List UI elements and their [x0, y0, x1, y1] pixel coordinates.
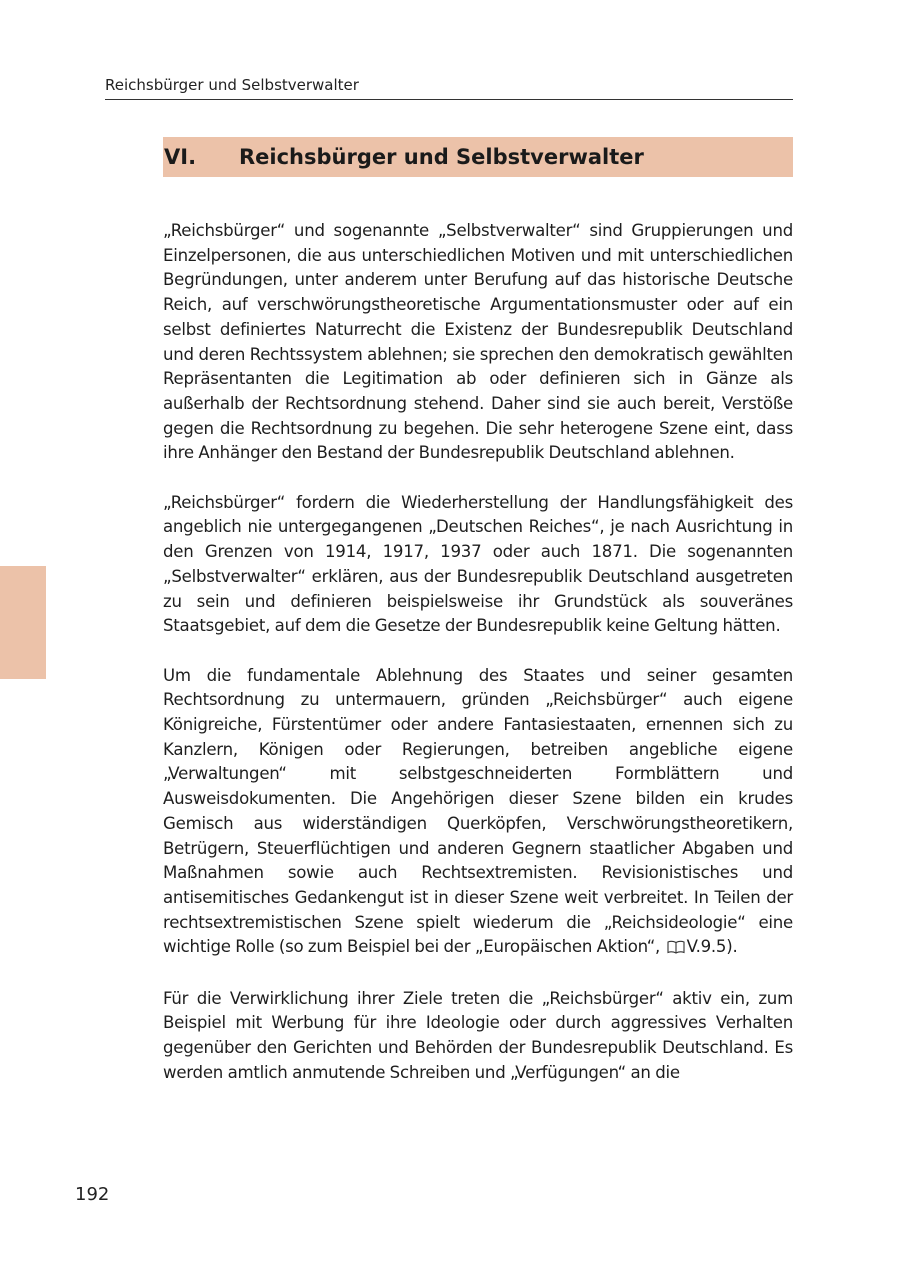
chapter-number: VI. [164, 145, 197, 169]
running-header-title: Reichsbürger und Selbstverwalter [105, 76, 359, 94]
cross-reference: V.9.5). [686, 937, 738, 957]
chapter-thumb-tab [0, 566, 46, 679]
page-number: 192 [75, 1184, 110, 1205]
paragraph-1: „Reichsbürger“ und sogenannte „Selbstverwalter“ sind Gruppierungen und Einzelpersonen, die aus unterschiedlichen Motiven und mit unterschiedlichen Begründungen, unter anderem unter Berufung auf das historische Deutsche Reich, auf verschwörungstheoretische Argumentationsmuster oder auf ein selbst definiertes Naturrecht die Existenz der Bundesrepublik Deutschland und deren Rechtssystem ablehnen; sie sprechen den demokratisch gewählten Repräsentanten die Legitimation ab oder definieren sich in Gänze als außerhalb der Rechtsordnung stehend. Daher sind sie auch bereit, Verstöße gegen die Rechtsordnung zu begehen. Die sehr heterogene Szene eint, dass ihre Anhänger den Bestand der Bundesrepublik Deutschland ablehnen. [163, 221, 793, 463]
chapter-heading [163, 137, 793, 177]
paragraph-4: Für die Verwirklichung ihrer Ziele treten die „Reichsbürger“ aktiv ein, zum Beispiel mit Werbung für ihre Ideologie oder durch aggressives Verhalten gegenüber den Gerichten und Behörden der Bundesrepublik Deutschland. Es werden amtlich anmutende Schreiben und „Verfügungen“ an die [163, 988, 793, 1082]
chapter-title: Reichsbürger und Selbstverwalter [239, 145, 644, 169]
paragraph-3 [163, 664, 793, 962]
paragraph-3-text: Um die fundamentale Ablehnung des Staates und seiner gesamten Rechtsordnung zu untermauern, gründen „Reichsbürger“ auch eigene Königreiche, Fürstentümer oder andere Fantasiestaaten, ernennen sich zu Kanzlern, Königen oder Regierungen, betreiben angebliche eigene „Verwaltungen“ mit selbstgeschneiderten Formblättern und Ausweisdokumenten. Die Angehörigen dieser Szene bilden ein krudes Gemisch aus widerständigen Querköpfen, Verschwörungstheoretikern, Betrügern, Steuerflüchtigen und anderen Gegnern staatlicher Abgaben und Maßnahmen sowie auch Rechtsextremisten. Revisionistisches und antisemitisches Gedankengut ist in dieser Szene weit verbreitet. In Teilen der rechtsextremistischen Szene spielt wiederum die „Reichsideologie“ eine wichtige Rolle (so zum Beispiel bei der „Europäischen Aktion“, [163, 665, 793, 957]
book-reference-icon [667, 937, 685, 962]
running-header [105, 75, 793, 100]
paragraph-2: „Reichsbürger“ fordern die Wiederherstellung der Handlungsfähigkeit des angeblich nie untergegangenen „Deutschen Reiches“, je nach Ausrichtung in den Grenzen von 1914, 1917, 1937 oder auch 1871. Die sogenannten „Selbstverwalter“ erklären, aus der Bundesrepublik Deutschland ausgetreten zu sein und definieren beispielsweise ihr Grundstück als souveränes Staatsgebiet, auf dem die Gesetze der Bundesrepublik keine Geltung hätten. [163, 492, 793, 636]
body-text [163, 219, 793, 1110]
